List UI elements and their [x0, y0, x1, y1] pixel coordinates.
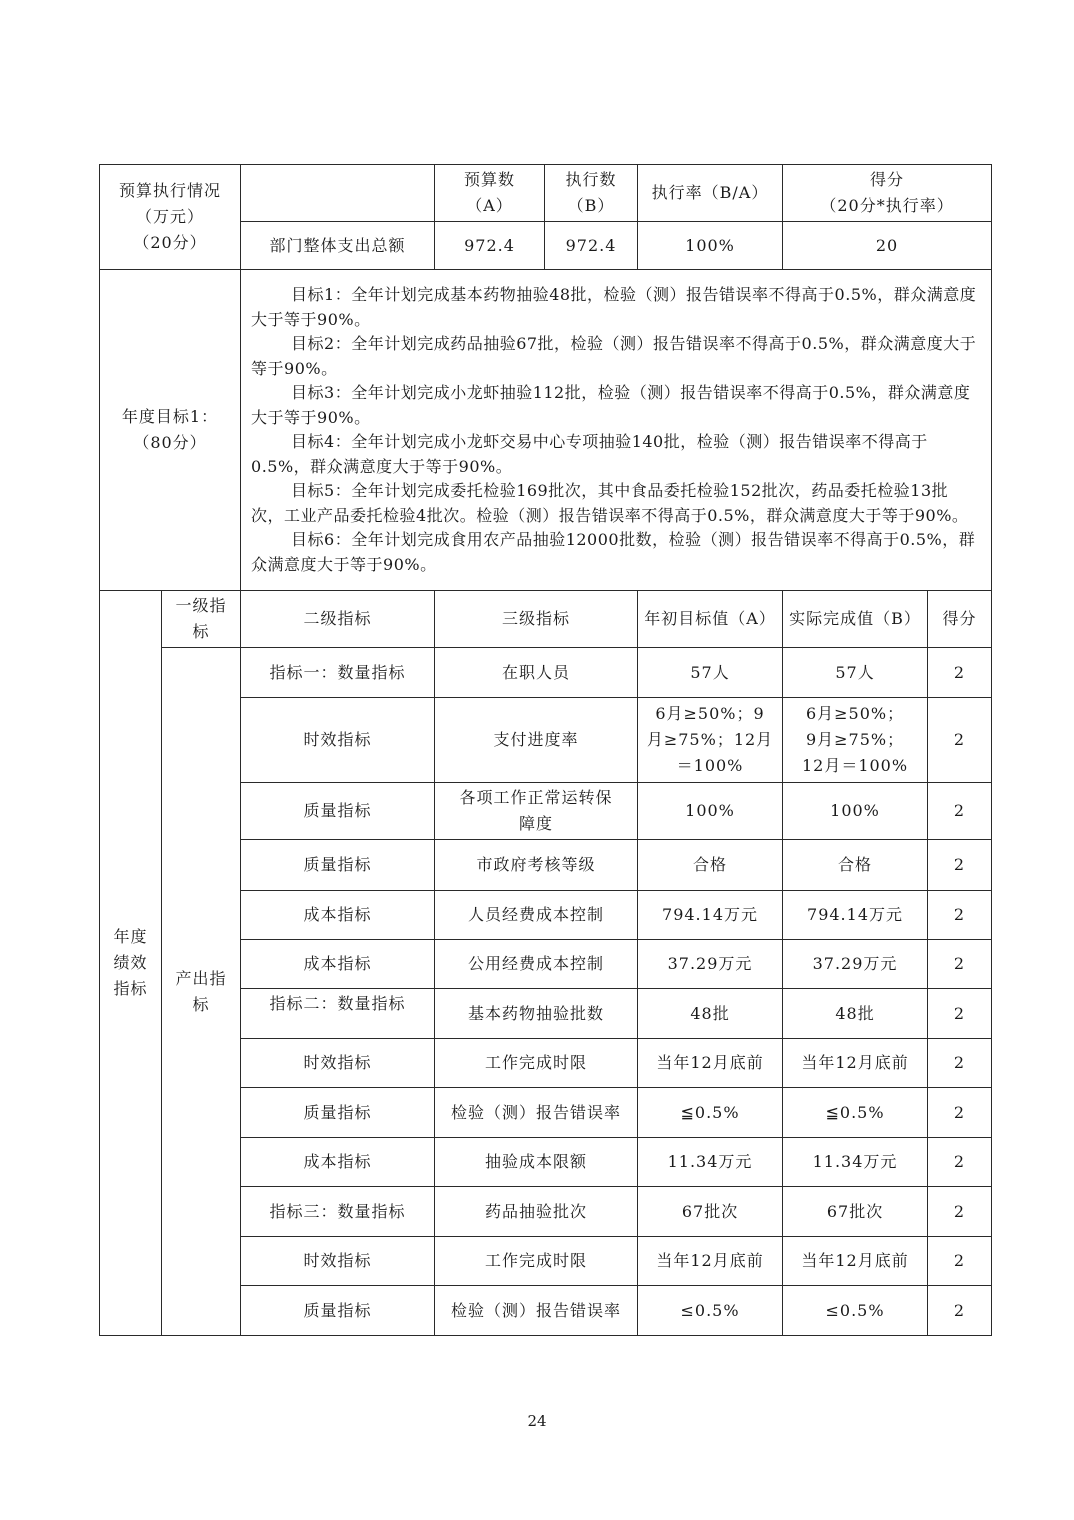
budget-label-line-2: （万元） [136, 207, 205, 226]
row-level3-line: 各项工作正常运转保 [459, 788, 613, 807]
row-target [638, 698, 783, 783]
row-score: 2 [928, 783, 992, 840]
exec-amount-value: 972.4 [545, 222, 638, 270]
exec-amount-header-line-1: 执行数 [565, 170, 617, 189]
budget-amount-header-line-1: 预算数 [464, 170, 516, 189]
row-level2: 质量指标 [241, 1286, 435, 1336]
row-level2: 成本指标 [241, 1138, 435, 1187]
row-level3: 公用经费成本控制 [435, 940, 638, 989]
row-actual: ≦0.5% [783, 1088, 928, 1138]
row-actual [783, 698, 928, 783]
annual-goal-label-line-1: 年度目标1： [121, 407, 219, 426]
row-score: 2 [928, 1237, 992, 1286]
level1-header [162, 591, 241, 648]
row-score: 2 [928, 891, 992, 940]
budget-amount-header [435, 165, 545, 222]
indicator-section-label-line-2: 绩效 [113, 953, 148, 972]
row-level2: 指标三：数量指标 [241, 1187, 435, 1237]
goal-item-5: 目标5：全年计划完成委托检验169批次，其中食品委托检验152批次，药品委托检验13批次，工业产品委托检验4批次。检验（测）报告错误率不得高于0.5%，群众满意度大于等于90%。 [251, 481, 969, 525]
budget-score-value: 20 [783, 222, 992, 270]
row-target-line: 6月≥50%；9 [655, 704, 765, 723]
page-number: 24 [527, 1412, 547, 1430]
row-actual: ≤0.5% [783, 1286, 928, 1336]
row-level3: 检验（测）报告错误率 [435, 1088, 638, 1138]
budget-score-header-line-2: （20分*执行率） [820, 196, 954, 215]
row-score: 2 [928, 989, 992, 1039]
level3-header: 三级指标 [435, 591, 638, 648]
budget-score-header [783, 165, 992, 222]
annual-goal-label-cell [100, 270, 241, 591]
row-actual-line: 9月≥75%； [805, 730, 905, 749]
row-target: 当年12月底前 [638, 1237, 783, 1286]
row-level2: 时效指标 [241, 1237, 435, 1286]
row-actual: 合格 [783, 840, 928, 891]
performance-table [99, 164, 992, 1336]
level2-header: 二级指标 [241, 591, 435, 648]
actual-header: 实际完成值（B） [783, 591, 928, 648]
row-target: 37.29万元 [638, 940, 783, 989]
goal-item-4: 目标4：全年计划完成小龙虾交易中心专项抽验140批，检验（测）报告错误率不得高于0.5%，群众满意度大于等于90%。 [251, 432, 928, 476]
annual-goal-text [241, 270, 992, 591]
row-level3: 工作完成时限 [435, 1039, 638, 1088]
exec-rate-value: 100% [638, 222, 783, 270]
row-level3: 抽验成本限额 [435, 1138, 638, 1187]
row-target: 100% [638, 783, 783, 840]
budget-label-line-3: （20分） [133, 233, 207, 252]
row-level3: 工作完成时限 [435, 1237, 638, 1286]
row-level3: 市政府考核等级 [435, 840, 638, 891]
row-actual-line: 12月＝100% [801, 756, 909, 775]
row-actual: 57人 [783, 648, 928, 698]
row-level2: 质量指标 [241, 840, 435, 891]
annual-goal-label-line-2: （80分） [133, 433, 207, 452]
level1-output-label-line-2: 标 [192, 994, 210, 1014]
level1-output-label [162, 648, 241, 1336]
indicator-section-label-line-1: 年度 [113, 927, 148, 946]
row-actual: 48批 [783, 989, 928, 1039]
row-actual: 67批次 [783, 1187, 928, 1237]
row-score: 2 [928, 1187, 992, 1237]
target-header: 年初目标值（A） [638, 591, 783, 648]
row-level3: 支付进度率 [435, 698, 638, 783]
indicator-section-label [100, 591, 162, 1336]
goal-item-2: 目标2：全年计划完成药品抽验67批，检验（测）报告错误率不得高于0.5%，群众满意度大于等于90%。 [251, 334, 977, 378]
row-level3: 检验（测）报告错误率 [435, 1286, 638, 1336]
row-target: 794.14万元 [638, 891, 783, 940]
row-target: 当年12月底前 [638, 1039, 783, 1088]
row-actual: 11.34万元 [783, 1138, 928, 1187]
row-score: 2 [928, 840, 992, 891]
row-level2: 时效指标 [241, 1039, 435, 1088]
budget-amount-header-line-2: （A） [466, 196, 513, 215]
score-header: 得分 [928, 591, 992, 648]
level1-header-line-2: 标 [192, 622, 210, 641]
budget-label-line-1: 预算执行情况 [119, 181, 222, 200]
budget-score-header-line-1: 得分 [870, 170, 905, 189]
row-level2: 质量指标 [241, 1088, 435, 1138]
row-level2: 成本指标 [241, 940, 435, 989]
row-level3: 药品抽验批次 [435, 1187, 638, 1237]
row-target: 48批 [638, 989, 783, 1039]
row-level3: 在职人员 [435, 648, 638, 698]
exec-rate-header: 执行率（B/A） [638, 165, 783, 222]
budget-label-cell [100, 165, 241, 270]
budget-amount-value: 972.4 [435, 222, 545, 270]
row-target: ≦0.5% [638, 1088, 783, 1138]
row-level2: 质量指标 [241, 783, 435, 840]
budget-empty-header [241, 165, 435, 222]
row-actual-line: 6月≥50%； [805, 704, 905, 723]
row-score: 2 [928, 940, 992, 989]
row-target: 11.34万元 [638, 1138, 783, 1187]
row-score: 2 [928, 1039, 992, 1088]
row-actual: 37.29万元 [783, 940, 928, 989]
goal-item-6: 目标6：全年计划完成食用农产品抽验12000批数，检验（测）报告错误率不得高于0.5%，群众满意度大于等于90%。 [251, 530, 976, 574]
row-target-line: 月≥75%；12月 [646, 730, 774, 749]
row-level3: 基本药物抽验批数 [435, 989, 638, 1039]
total-expense-label: 部门整体支出总额 [241, 222, 435, 270]
row-score: 2 [928, 698, 992, 783]
row-level3-line: 障度 [519, 814, 554, 833]
row-level2: 成本指标 [241, 891, 435, 940]
row-target: ≤0.5% [638, 1286, 783, 1336]
row-target: 57人 [638, 648, 783, 698]
goal-item-3: 目标3：全年计划完成小龙虾抽验112批，检验（测）报告错误率不得高于0.5%，群众满意度大于等于90%。 [251, 383, 971, 427]
level1-output-label-line-1: 产出指 [175, 968, 227, 988]
row-target: 合格 [638, 840, 783, 891]
row-target: 67批次 [638, 1187, 783, 1237]
row-actual: 当年12月底前 [783, 1237, 928, 1286]
row-score: 2 [928, 648, 992, 698]
row-target-line: ＝100% [676, 756, 744, 775]
level1-header-line-1: 一级指 [175, 596, 227, 615]
row-level2: 时效指标 [241, 698, 435, 783]
row-score: 2 [928, 1088, 992, 1138]
row-level3: 人员经费成本控制 [435, 891, 638, 940]
row-actual: 100% [783, 783, 928, 840]
row-score: 2 [928, 1138, 992, 1187]
row-level2: 指标一：数量指标 [241, 648, 435, 698]
row-actual: 当年12月底前 [783, 1039, 928, 1088]
goal-item-1: 目标1：全年计划完成基本药物抽验48批，检验（测）报告错误率不得高于0.5%，群众满意度大于等于90%。 [251, 285, 977, 329]
exec-amount-header-line-2: （B） [567, 196, 615, 215]
row-level2: 指标二：数量指标 [241, 989, 435, 1039]
indicator-section-label-line-3: 指标 [113, 979, 148, 998]
row-level3 [435, 783, 638, 840]
exec-amount-header [545, 165, 638, 222]
row-actual: 794.14万元 [783, 891, 928, 940]
row-score: 2 [928, 1286, 992, 1336]
